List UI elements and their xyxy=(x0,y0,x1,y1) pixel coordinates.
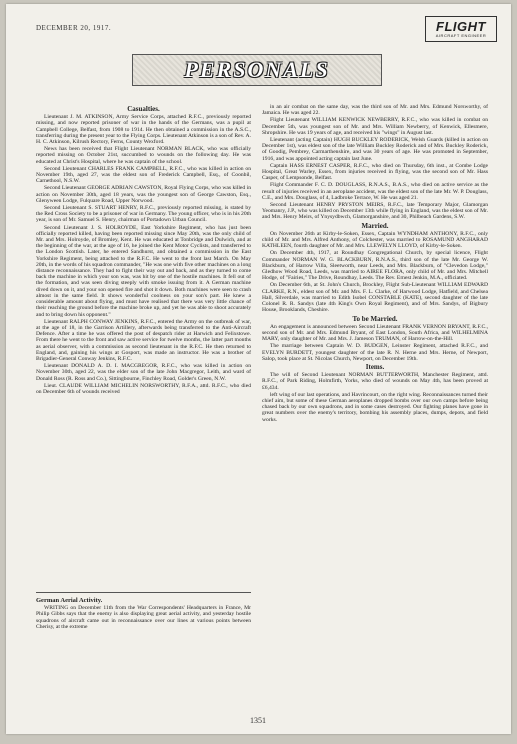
to-be-married-heading: To be Married. xyxy=(352,314,398,323)
paragraph: On November 26th at Kirby-le-Soken, Essex, Captain WYNDHAM ANTHONY, R.F.C., only child of Mr. and Mrs. Alfred Anthony, of Colchester, was married to ROSAMUND ANGHARAD KATHLEEN, fourth daughter of Mr. and Mrs. LLEWELYN LLOYD, of Kirby-le-Soken. xyxy=(262,230,488,250)
masthead-name: FLIGHT xyxy=(436,19,486,34)
magazine-page xyxy=(6,4,511,734)
paragraph: Second Lieutenant J. S. HOLROYDE, East Yorkshire Regiment, who has just been officially reported killed, having been reported missing since May 20th, was the only child of Mr. and Mrs. Holroyde, of Bromley, Kent. He was educated at Tonbridge and Dulwich, and at the beginning of the war, at the age of 16, he joined the Kent Motor Cyclists, and transferred to the London Scottish. Later, he entered Sandhurst, and obtained a commission in the East Yorkshire Regiment, being attached to the R.F.C. He went to the front last March. On May 20th, in the words of his squadron commander, "He was one with five other machines on a long distance reconnaissance. They had to fight their way out and back, and as they turned to come back the machine in which your son was, was hit by one of the hostile machines. It fell out of the formation, and was seen diving steeply with smoke issuing from it. A German machine dived down on it, and your son opened fire and shot it down. Both machines were seen to crash almost in the same field. It shows wonderful coolness on your son's part. He knew a considerable amount about flying, and must have realised that there was very little chance of their reaching the ground before the machine broke up, and yet he was able to shoot accurately and to bring down his opponent." xyxy=(36,224,251,318)
masthead-sub: AIRCRAFT ENGINEER xyxy=(435,33,487,38)
paragraph: Flight Commander F. C. D. DOUGLASS, R.N.A.S., B.A.S., who died on active service as the result of injuries received in an aeroplane accident, was the eldest son of the late Mr. W. P. Douglass, C.E., and Mrs. Douglass, of 4, Ladbroke Terrace, W. He was aged 21. xyxy=(262,182,488,201)
bottom-left-column xyxy=(36,596,251,631)
left-column xyxy=(36,104,251,396)
right-column xyxy=(262,104,488,424)
married-heading: Married. xyxy=(361,221,389,230)
items-heading: Items. xyxy=(365,362,385,371)
paragraph: Second Lieutenant GEORGE ADRIAN CAWSTON, Royal Flying Corps, who was killed in action on November 30th, aged 18 years, was the youngest son of George Cawston, Esq., Glenyween Lodge, Fulquare Road, Upper Norwood. xyxy=(36,185,251,204)
flight-masthead-logo xyxy=(425,16,497,42)
page-number: 1351 xyxy=(250,716,266,725)
section-divider xyxy=(36,592,251,593)
paragraph: Second Lieutenant CHARLES FRANK CAMPBELL, R.F.C., who was killed in action on November 19th, aged 27, was the eldest son of Frederick Campbell, Esq., of Coonbil, Carnethool, N.S.W. xyxy=(36,165,251,185)
section-title: PERSONALS xyxy=(184,57,330,82)
paragraph: On December 6th, at St. John's Church, Brockley, Flight Sub-Lieutenant WILLIAM EDWARD CLARKE, R.N., eldest son of Mr. and Mrs. F. L. Clarke, of Harwood Lodge, Hatfield, and Chelsea Hall, Silverdale, was married to Edith Isobel CONSTABLE (KATE), second daughter of the late Colonel R. R. Sandys (late 4th King's Own Royal Regiment), and of Mrs. Sandys, of Bigbury House, Brooklands, Cheshire. xyxy=(262,282,488,314)
paragraph: The will of Second Lieutenant NORMAN BUTTERWORTH, Manchester Regiment, attd. R.F.C., of Park Riding, Holmfirth, Yorks, who died of wounds on May 4th, has been proved at £6,434. xyxy=(262,372,488,391)
dateline: DECEMBER 20, 1917. xyxy=(36,24,112,32)
casualties-heading: Casualties. xyxy=(127,105,160,113)
paragraph: Flight Lieutenant WILLIAM KENWICK NEWBERRY, R.F.C., who was killed in combat on December 5th, was youngest son of Mr. and Mrs. William Newberry, of Kenwick, Ellesmere, Shropshire. He was 19 years of age, and received his "wings" in August last. xyxy=(262,117,488,136)
paragraph: Lieutenant RALPH CONWAY JENKINS, R.F.C., entered the Army on the outbreak of war, at the age of 18, in the Garrison Artillery, afterwards being transferred to the Anti-Aircraft Defence. After a time he was offered the post of despatch rider at Harwich and Felixstowe. From there he went to the front and saw active service for twelve months, the latter part months as aerial observer, with a commission as second lieutenant in the R.F.C. He then returned to England, and, gaining his wings at Gosport, was made an instructor. He was a brother of Brigadier-General Conway Jenkins, R.F.C. xyxy=(36,318,251,362)
paragraph: The marriage between Captain W. D. BUDGEN, Leinster Regiment, attached R.F.C., and EVELYN BURDETT, youngest daughter of the late R. N. Herne and Mrs. Herne, of Newport, Salop, took place at St. Nicolas Church, Newport, on December 19th. xyxy=(262,343,488,362)
paragraph: Lieutenant J. M. ATKINSON, Army Service Corps, attached R.F.C., previously reported missing, and now reported prisoner of war in the hands of the Germans, was a pupil at Campbell College, Belfast, from 1908 to 1914. He then obtained a commission in the A.S.C., transferring during the present year to the Flying Corps. Lieutenant Atkinson is a son of Rev. A. H. C. Atkinson, Kilrush Rectory, Ferns, County Wexford. xyxy=(36,114,251,146)
paragraph: Lieutenant (acting Captain) HUGH BUCKLEY RODERICK, Welsh Guards (killed in action on December 1st), was eldest son of the late William Buckley Roderick and of Mrs. Buckley Roderick, of Goodig, Pembrey, Carmarthenshire, and was 30 years of age. He was promoted in September, 1916, and was appointed acting captain last June. xyxy=(262,137,488,162)
paragraph: in an air combat on the same day, was the third son of Mr. and Mrs. Edmund Norsworthy, of Jamaica. He was aged 22. xyxy=(262,104,488,117)
section-banner xyxy=(132,54,382,86)
paragraph: WRITING on December 11th from the War Correspondents' Headquarters in France, Mr Philip Gibbs says that the enemy is also displaying great aerial activity, and yesterday hostile squadrons of aircraft came out in reconnaissance over our lines at various points between Cherisy, at the extreme xyxy=(36,605,251,630)
paragraph: Captain HASS ERNEST CASPER, R.F.C., who died on Thursday, 6th inst., at Combe Lodge Hospital, Great Warley, Essex, from injuries received in flying, was the second son of Mr. Hass Casper, of Lempsonde, Belfast. xyxy=(262,162,488,182)
paragraph: An engagement is announced between Second Lieutenant FRANK VERNON BRYANT, R.F.C., second son of Mr. and Mrs. Edmund Bryant, of East London, South Africa, and WILHELMINA MARY, only daughter of Mr. and Mrs. J. Jameson TRUMAN, of Harrow-on-the-Hill. xyxy=(262,323,488,343)
paragraph: Second Lieutenant S. STUART HENRY, R.F.C., previously reported missing, is stated by the Red Cross Society to be a prisoner of war in Germany. The young officer, who is in his 20th year, is son of Mr. Samuel S. Henry, chairman of Portadown Urban Council. xyxy=(36,205,251,224)
paragraph: News has been received that Flight Lieutenant NORMAN BLACK, who was officially reported missing on October 21st, succumbed to wounds on the following day. He was educated at Christ's Hospital, where he was captain of the school. xyxy=(36,146,251,165)
german-aerial-activity-heading: German Aerial Activity. xyxy=(36,597,103,604)
paragraph: On December 4th, 1917, at Roundhay Congregational Church, by special licence, Flight Commander NORMAN W. G. BLACKBURN, R.N.A.S., third son of the late Mr. George W. Blackburn, of Harrow Villa, Sleetworth, near Leeds, and Mrs. Blackburn, of "Clevedon Lodge," Gledhow Wood Road, Leeds, was married to AIREE FLORA, only child of Mr. and Mrs. Mitchell Hodge, of "Fairies," The Drive, Roundhay, Leeds. The Rev. Ernest Jenkin, M.A., officiated. xyxy=(262,250,488,282)
paragraph: Lieutenant DONALD A. D. I. MACGREGOR, R.F.C., who was killed in action on November 30th, aged 22, was the elder son of the late John Macgregor, Leith, and ward of Donald Ross (R. Ross and Co.), Sittingbourne, Finchley Road, Golder's Green, N.W. xyxy=(36,363,251,382)
paragraph: left wing of our last operations, and Havrincourt, on the right wing. Reconnaissances turned their chief aim, but some of these German aeroplanes dropped bombs over our own camps before being chased back by our own squadrons, and in some cases destroyed. Our fighting planes have gone in great numbers over the enemy's territory, bombing his assembly places, dumps, depots, and field works. xyxy=(262,391,488,423)
paragraph: Second Lieutenant HENRY PRYSTON MEIRS, R.F.C., late Temporary Major, Glamorgan Yeomanry, J.P., who was killed on December 13th while flying in England, was the eldest son of Mr. and Mrs. Henry Meirs, of Ynysydbwch, Glamorganshire, and 30, Philbeach Gardens, S.W. xyxy=(262,202,488,221)
paragraph: Lieut. CLAUDE WILLIAM MICHELIN NORSWORTHY, R.F.A., attd. R.F.C., who died on December 6th of wounds received xyxy=(36,382,251,395)
